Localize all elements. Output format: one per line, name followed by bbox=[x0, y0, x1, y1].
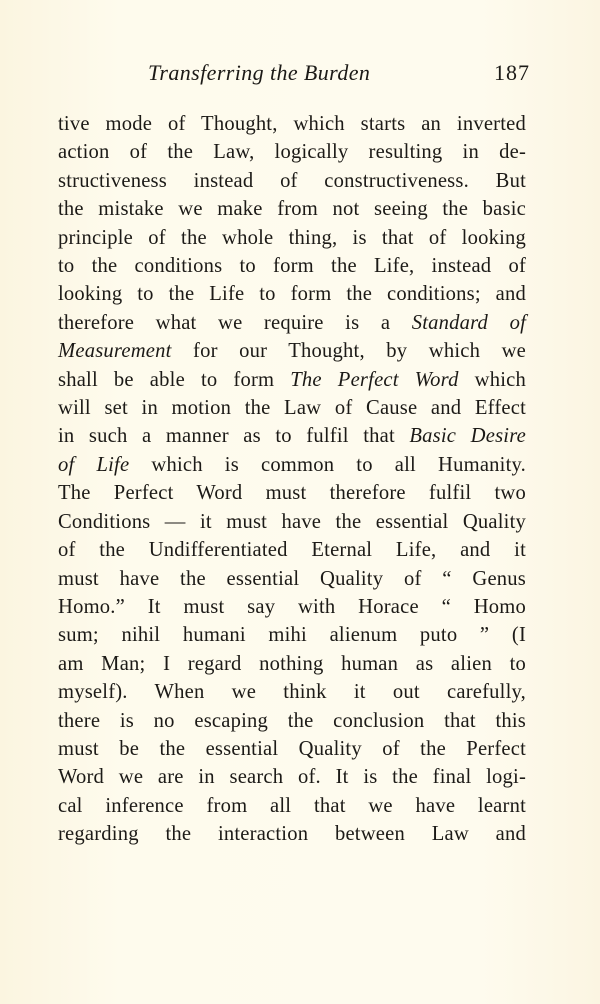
italic-phrase: Basic Desire bbox=[409, 425, 526, 448]
text-line bbox=[58, 138, 526, 166]
text-segment: action of the Law, logically resulting in de- bbox=[58, 141, 526, 164]
text-segment: The Perfect Word must therefore fulfil two bbox=[58, 482, 526, 505]
text-line bbox=[58, 366, 526, 394]
text-segment: myself). When we think it out carefully, bbox=[58, 681, 526, 704]
text-line bbox=[58, 650, 526, 678]
text-segment: will set in motion the Law of Cause and Effect bbox=[58, 397, 526, 420]
text-segment: of the Undifferentiated Eternal Life, and it bbox=[58, 539, 526, 562]
text-segment: which bbox=[458, 368, 526, 391]
body-paragraph bbox=[58, 110, 526, 849]
text-line bbox=[58, 252, 526, 280]
text-line bbox=[58, 451, 526, 479]
page-header bbox=[60, 60, 530, 90]
text-line bbox=[58, 820, 526, 848]
text-segment: Word we are in search of. It is the final logi- bbox=[58, 766, 526, 789]
text-segment: structiveness instead of constructiveness. But bbox=[58, 169, 526, 192]
text-line bbox=[58, 707, 526, 735]
text-line bbox=[58, 479, 526, 507]
text-segment: for our Thought, by which we bbox=[171, 340, 526, 363]
text-line bbox=[58, 309, 526, 337]
text-segment: regarding the interaction between Law and bbox=[58, 823, 526, 846]
text-segment: there is no escaping the conclusion that this bbox=[58, 709, 526, 732]
text-line bbox=[58, 536, 526, 564]
text-segment: the mistake we make from not seeing the basic bbox=[58, 198, 526, 221]
text-segment: Homo.” It must say with Horace “ Homo bbox=[58, 595, 526, 618]
text-line bbox=[58, 110, 526, 138]
text-line bbox=[58, 565, 526, 593]
text-segment: in such a manner as to fulfil that bbox=[58, 425, 410, 448]
italic-phrase: The Perfect Word bbox=[290, 368, 459, 391]
page-number: 187 bbox=[494, 60, 530, 85]
running-title: Transferring the Burden bbox=[148, 60, 371, 85]
text-segment: Conditions — it must have the essential Quality bbox=[58, 510, 526, 533]
text-segment: looking to the Life to form the conditions; and bbox=[58, 283, 526, 306]
text-line bbox=[58, 280, 526, 308]
text-segment: to the conditions to form the Life, instead of bbox=[58, 255, 526, 278]
text-segment: must have the essential Quality of “ Genus bbox=[58, 567, 526, 590]
italic-phrase: Measurement bbox=[58, 340, 172, 363]
text-line bbox=[58, 167, 526, 195]
text-segment: must be the essential Quality of the Perfect bbox=[58, 737, 526, 760]
text-segment: which is common to all Humanity. bbox=[129, 453, 527, 476]
text-segment: am Man; I regard nothing human as alien to bbox=[58, 652, 526, 675]
text-line bbox=[58, 508, 526, 536]
text-segment: therefore what we require is a bbox=[58, 311, 412, 334]
text-line bbox=[58, 224, 526, 252]
text-line bbox=[58, 763, 526, 791]
text-line bbox=[58, 422, 526, 450]
text-line bbox=[58, 337, 526, 365]
text-segment: tive mode of Thought, which starts an inverted bbox=[58, 113, 526, 135]
text-line bbox=[58, 195, 526, 223]
text-segment: sum; nihil humani mihi alienum puto ” (I bbox=[58, 624, 526, 647]
italic-phrase: Standard of bbox=[411, 311, 526, 334]
italic-phrase: of Life bbox=[58, 453, 130, 476]
text-line bbox=[58, 593, 526, 621]
text-line bbox=[58, 621, 526, 649]
text-segment: shall be able to form bbox=[58, 368, 291, 391]
text-line bbox=[58, 678, 526, 706]
text-segment: cal inference from all that we have learnt bbox=[58, 794, 526, 817]
text-line bbox=[58, 792, 526, 820]
text-line bbox=[58, 394, 526, 422]
text-segment: principle of the whole thing, is that of looking bbox=[58, 226, 526, 249]
text-line bbox=[58, 735, 526, 763]
